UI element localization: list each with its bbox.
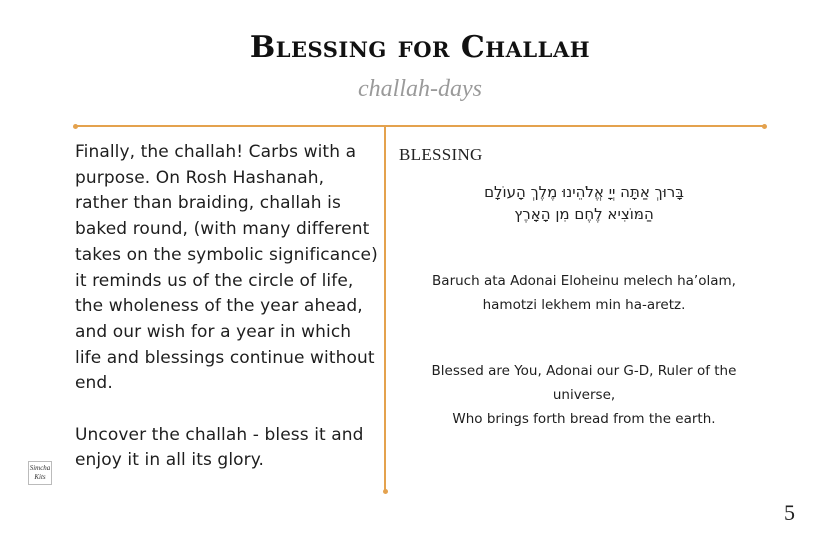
hebrew-line: בָּרוּךְ אַתָּה יְיָ אֱלֹהֵינוּ מֶלֶךְ הָעוֹלָם (484, 183, 684, 201)
page-subtitle: challah-days (358, 76, 482, 102)
hebrew-blessing (399, 181, 769, 225)
brand-logo: Simcha Kits (28, 461, 52, 485)
page-title: Blessing for Challah (249, 30, 591, 65)
transliteration-line: Baruch ata Adonai Eloheinu melech ha’olam, (432, 273, 736, 289)
transliteration (399, 269, 769, 317)
transliteration-line: hamotzi lekhem min ha-aretz. (482, 297, 686, 313)
translation-line: Blessed are You, Adonai our G-D, Ruler of the universe, (431, 363, 737, 403)
divider-dot-bottom (383, 489, 388, 494)
intro-text (75, 140, 380, 474)
blessing-label: BLESSING (399, 145, 483, 164)
divider-dot-right (762, 124, 767, 129)
translation (399, 359, 769, 431)
page-number: 5 (784, 500, 795, 525)
vertical-divider (384, 126, 386, 492)
hebrew-line: הַמּוֹצִיא לֶחֶם מִן הָאָרֶץ (514, 205, 654, 223)
horizontal-divider (75, 125, 765, 127)
intro-paragraph: Finally, the challah! Carbs with a purpose. On Rosh Hashanah, rather than braiding, challah is baked round, (with many different takes on the symbolic significance) it reminds us of the circle of life, the wholeness of the year ahead, and our wish for a year in which life and blessings continue without end. (75, 142, 378, 394)
divider-dot-left (73, 124, 78, 129)
instruction-paragraph: Uncover the challah - bless it and enjoy it in all its glory. (75, 424, 364, 471)
translation-line: Who brings forth bread from the earth. (452, 411, 716, 427)
